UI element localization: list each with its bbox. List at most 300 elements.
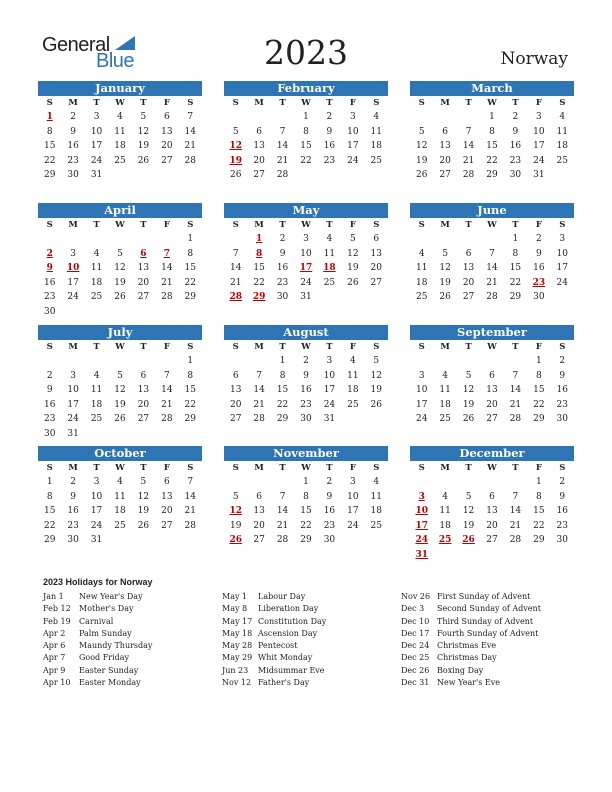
day-cell: 20 [486,399,498,410]
holiday-row [401,665,576,677]
day-cell: 11 [439,385,451,396]
day-cell: 12 [462,506,475,517]
day-cell: 11 [90,385,103,396]
holiday-name: Mother's Day [79,604,134,614]
day-cell: 26 [370,399,382,410]
holiday-day-cell: 25 [438,535,452,546]
day-cell: 24 [300,277,312,288]
weekday-header: S [373,463,380,473]
weekday-header: S [373,342,380,352]
empty-day-cell [247,354,270,369]
weekday-header: T [279,220,286,230]
weekday-header: F [535,98,542,108]
day-cell: 27 [253,170,265,181]
empty-day-cell [504,475,527,490]
day-cell: 11 [114,491,126,502]
day-cell: 1 [535,477,542,487]
day-cell: 29 [300,535,312,546]
day-cell: 5 [140,477,147,487]
holiday-name: Carnival [79,616,114,626]
month-grid [224,461,388,548]
empty-day-cell [38,232,61,247]
holiday-date: Jun 23 [222,665,249,675]
day-cell: 26 [439,292,451,303]
weekday-header: W [115,463,125,473]
day-cell: 7 [279,126,286,137]
day-cell: 15 [533,506,545,517]
holiday-row [43,640,218,652]
empty-day-cell [433,354,456,369]
day-cell: 27 [486,535,498,546]
weekday-header: T [326,463,333,473]
day-cell: 18 [370,506,382,517]
day-cell: 5 [418,126,425,137]
day-cell: 28 [276,535,289,546]
day-cell: 24 [556,277,568,288]
day-cell: 14 [161,385,173,396]
weekday-header: W [115,342,125,352]
holiday-day-cell: 8 [256,248,263,259]
month-grid [224,218,388,305]
day-cell: 4 [442,491,448,502]
day-cell: 11 [90,263,103,274]
day-cell: 24 [90,520,103,531]
day-cell: 22 [486,155,498,166]
day-cell: 28 [509,414,522,425]
holiday-date: May 18 [222,628,253,638]
weekday-header: M [254,342,264,352]
day-cell: 20 [370,263,382,274]
holiday-row [43,665,218,677]
day-cell: 15 [253,263,265,274]
month-grid [224,96,388,183]
weekday-header: F [349,463,356,473]
empty-day-cell [433,232,456,247]
day-cell: 20 [253,520,265,531]
day-cell: 10 [90,126,103,137]
day-cell: 26 [137,155,150,166]
holiday-name: New Year's Eve [437,678,500,688]
holiday-date: Dec 3 [401,604,425,614]
day-cell: 30 [556,414,568,425]
day-cell: 2 [535,234,542,244]
holiday-day-cell: 1 [256,234,263,244]
day-cell: 14 [253,385,265,396]
holiday-day-cell: 10 [415,506,428,517]
weekday-header: T [93,98,100,108]
day-cell: 31 [90,170,103,181]
day-cell: 5 [465,370,472,381]
holiday-date: Dec 25 [401,653,430,663]
day-cell: 29 [533,535,545,546]
empty-day-cell [457,475,480,490]
day-cell: 8 [303,126,309,137]
day-cell: 17 [90,506,103,517]
day-cell: 17 [415,399,428,410]
day-cell: 29 [509,292,522,303]
weekday-header: F [535,220,542,230]
weekday-header: T [93,220,100,230]
day-cell: 1 [512,234,519,244]
day-cell: 31 [300,292,312,303]
holiday-name: Third Sunday of Advent [437,616,534,626]
weekday-header: S [46,342,53,352]
month-title: April [38,203,202,218]
day-cell: 6 [489,370,495,381]
day-cell: 5 [232,491,239,502]
holiday-date: Dec 31 [401,678,430,688]
weekday-header: T [512,463,519,473]
day-cell: 20 [161,141,173,152]
holiday-row [222,677,397,689]
day-cell: 18 [114,141,126,152]
weekday-header: T [93,463,100,473]
empty-day-cell [433,475,456,490]
day-cell: 13 [161,491,173,502]
day-cell: 6 [232,370,239,381]
empty-day-cell [85,232,108,247]
day-cell: 19 [347,263,359,274]
empty-day-cell [271,475,294,490]
holiday-day-cell: 26 [229,535,242,546]
empty-day-cell [155,354,178,369]
day-cell: 19 [229,520,242,531]
weekday-header: M [68,220,78,230]
holiday-name: Easter Monday [79,678,141,688]
day-cell: 21 [486,277,498,288]
day-cell: 28 [462,170,475,181]
day-cell: 14 [184,491,196,502]
day-cell: 18 [556,141,568,152]
day-cell: 15 [486,141,498,152]
weekday-header: W [301,463,311,473]
day-cell: 29 [486,170,498,181]
month-grid [38,461,202,548]
weekday-header: W [487,463,497,473]
day-cell: 10 [300,248,312,259]
empty-day-cell [457,110,480,125]
day-cell: 10 [67,385,79,396]
weekday-header: W [115,98,125,108]
day-cell: 5 [140,112,147,122]
holiday-day-cell: 3 [418,491,425,502]
holiday-row [401,652,576,664]
day-cell: 3 [418,370,425,381]
day-cell: 19 [370,385,382,396]
holidays-column [43,591,218,689]
day-cell: 22 [533,399,545,410]
day-cell: 19 [114,399,126,410]
day-cell: 18 [439,399,451,410]
empty-day-cell [224,354,247,369]
day-cell: 3 [535,112,542,122]
day-cell: 18 [90,399,103,410]
weekday-header: S [559,98,566,108]
holiday-row [43,652,218,664]
day-cell: 17 [347,506,359,517]
day-cell: 14 [486,263,498,274]
day-cell: 27 [486,414,498,425]
month-grid [38,340,202,442]
weekday-header: S [559,463,566,473]
day-cell: 14 [509,385,522,396]
day-cell: 7 [279,491,286,502]
holiday-row [43,616,218,628]
holiday-date: May 1 [222,592,248,601]
weekday-header: S [46,98,53,108]
month-title: February [224,81,388,96]
weekday-header: M [254,98,264,108]
day-cell: 6 [489,491,495,502]
day-cell: 21 [462,155,475,166]
day-cell: 8 [187,370,194,381]
day-cell: 30 [67,170,79,181]
day-cell: 30 [43,306,56,317]
day-cell: 24 [67,414,79,425]
day-cell: 28 [161,292,173,303]
weekday-header: T [93,342,100,352]
day-cell: 21 [229,277,242,288]
day-cell: 14 [229,263,242,274]
day-cell: 9 [559,370,566,381]
empty-day-cell [85,354,108,369]
day-cell: 17 [67,277,79,288]
day-cell: 1 [187,234,194,244]
day-cell: 25 [90,292,103,303]
day-cell: 3 [93,477,100,487]
day-cell: 9 [326,491,333,502]
holiday-date: Apr 2 [43,628,66,638]
day-cell: 31 [67,428,79,439]
weekday-header: F [349,98,356,108]
holiday-row [222,652,397,664]
day-cell: 27 [161,155,173,166]
day-cell: 6 [373,234,380,244]
day-cell: 21 [184,141,196,152]
day-cell: 15 [300,506,312,517]
day-cell: 11 [415,263,428,274]
day-cell: 3 [349,477,356,487]
weekday-header: F [349,342,356,352]
weekday-header: W [487,98,497,108]
holiday-name: Labour Day [258,592,306,601]
day-cell: 30 [323,535,336,546]
day-cell: 24 [415,414,428,425]
holiday-day-cell: 17 [415,520,428,531]
month-april [38,203,202,320]
weekday-header: M [440,98,450,108]
day-cell: 25 [90,414,103,425]
day-cell: 10 [347,126,359,137]
holiday-day-cell: 24 [415,535,428,546]
day-cell: 7 [232,248,239,259]
day-cell: 1 [535,356,542,366]
holiday-day-cell: 19 [229,155,242,166]
day-cell: 23 [67,155,79,166]
day-cell: 13 [439,141,451,152]
day-cell: 21 [276,155,289,166]
day-cell: 9 [535,248,542,259]
holiday-name: Midsummar Eve [258,665,325,675]
weekday-header: W [301,98,311,108]
holiday-row [43,603,218,615]
day-cell: 10 [323,370,336,381]
holiday-name: Palm Sunday [79,628,132,638]
holiday-name: Constitution Day [258,616,327,626]
day-cell: 20 [486,520,498,531]
weekday-header: T [279,342,286,352]
holiday-date: Dec 10 [401,616,430,626]
day-cell: 29 [43,170,56,181]
day-cell: 12 [114,385,126,396]
day-cell: 28 [184,155,196,166]
day-cell: 14 [462,141,475,152]
holiday-name: Father's Day [258,678,310,688]
day-cell: 8 [535,491,542,502]
day-cell: 18 [415,277,428,288]
holiday-day-cell: 12 [229,141,242,152]
calendar-year: 2023 [264,33,348,72]
weekday-header: S [418,220,425,230]
weekday-header: F [535,342,542,352]
day-cell: 12 [415,141,428,152]
day-cell: 27 [137,292,150,303]
holiday-date: Dec 17 [401,628,430,638]
day-cell: 26 [114,292,126,303]
day-cell: 17 [556,263,568,274]
day-cell: 14 [276,506,289,517]
holiday-row [401,677,576,689]
day-cell: 16 [300,385,312,396]
holiday-date: May 17 [222,616,253,626]
day-cell: 8 [489,126,495,137]
day-cell: 16 [323,506,336,517]
day-cell: 22 [300,520,312,531]
day-cell: 8 [303,491,309,502]
day-cell: 21 [161,277,173,288]
day-cell: 20 [137,277,150,288]
month-title: December [410,446,574,461]
holiday-row [401,616,576,628]
day-cell: 27 [439,170,451,181]
day-cell: 26 [462,414,475,425]
weekday-header: S [187,98,194,108]
holiday-row [401,628,576,640]
day-cell: 4 [373,477,380,487]
day-cell: 24 [90,155,103,166]
day-cell: 3 [93,112,100,122]
day-cell: 19 [137,506,150,517]
day-cell: 19 [462,399,475,410]
holiday-name: Ascension Day [258,628,318,638]
empty-day-cell [504,354,527,369]
day-cell: 23 [67,520,79,531]
day-cell: 12 [347,248,359,259]
day-cell: 15 [184,263,196,274]
day-cell: 6 [163,112,170,122]
day-cell: 21 [161,399,173,410]
day-cell: 6 [140,370,147,381]
holiday-row [401,591,576,603]
day-cell: 18 [114,506,126,517]
holiday-date: Nov 26 [401,592,431,601]
holiday-row [222,640,397,652]
weekday-header: T [326,98,333,108]
day-cell: 18 [439,520,451,531]
day-cell: 12 [137,491,150,502]
day-cell: 15 [300,141,312,152]
day-cell: 19 [114,277,126,288]
weekday-header: M [254,220,264,230]
day-cell: 20 [137,399,150,410]
empty-day-cell [410,232,433,247]
weekday-header: S [418,98,425,108]
empty-day-cell [38,354,61,369]
day-cell: 13 [229,385,242,396]
holiday-date: May 29 [222,653,253,663]
day-cell: 2 [512,112,519,122]
month-february [224,81,388,183]
empty-day-cell [410,110,433,125]
day-cell: 16 [67,141,79,152]
day-cell: 30 [509,170,522,181]
weekday-header: S [559,220,566,230]
day-cell: 16 [43,399,56,410]
empty-day-cell [433,110,456,125]
day-cell: 15 [184,385,196,396]
month-september [410,325,574,427]
day-cell: 27 [161,520,173,531]
empty-day-cell [224,110,247,125]
day-cell: 13 [137,263,150,274]
day-cell: 23 [323,520,336,531]
day-cell: 22 [509,277,522,288]
weekday-header: S [187,220,194,230]
weekday-header: F [163,220,170,230]
day-cell: 25 [114,155,126,166]
day-cell: 17 [323,385,336,396]
day-cell: 21 [184,506,196,517]
month-march [410,81,574,183]
holiday-day-cell: 18 [323,263,336,274]
month-may [224,203,388,305]
empty-day-cell [224,475,247,490]
day-cell: 13 [370,248,382,259]
empty-day-cell [224,232,247,247]
month-grid [410,218,574,305]
day-cell: 2 [559,477,566,487]
weekday-header: T [465,220,472,230]
empty-day-cell [271,110,294,125]
day-cell: 24 [347,155,359,166]
day-cell: 22 [43,520,56,531]
day-cell: 7 [256,370,262,381]
weekday-header: M [68,342,78,352]
day-cell: 1 [489,112,495,122]
day-cell: 24 [323,399,336,410]
weekday-header: S [559,342,566,352]
day-cell: 25 [114,520,126,531]
weekday-header: T [140,342,147,352]
holiday-date: Apr 9 [43,665,66,675]
weekday-header: S [373,220,380,230]
day-cell: 30 [533,292,545,303]
day-cell: 4 [559,112,566,122]
weekday-header: F [163,342,170,352]
holiday-row [222,616,397,628]
weekday-header: S [46,463,53,473]
day-cell: 28 [184,520,196,531]
